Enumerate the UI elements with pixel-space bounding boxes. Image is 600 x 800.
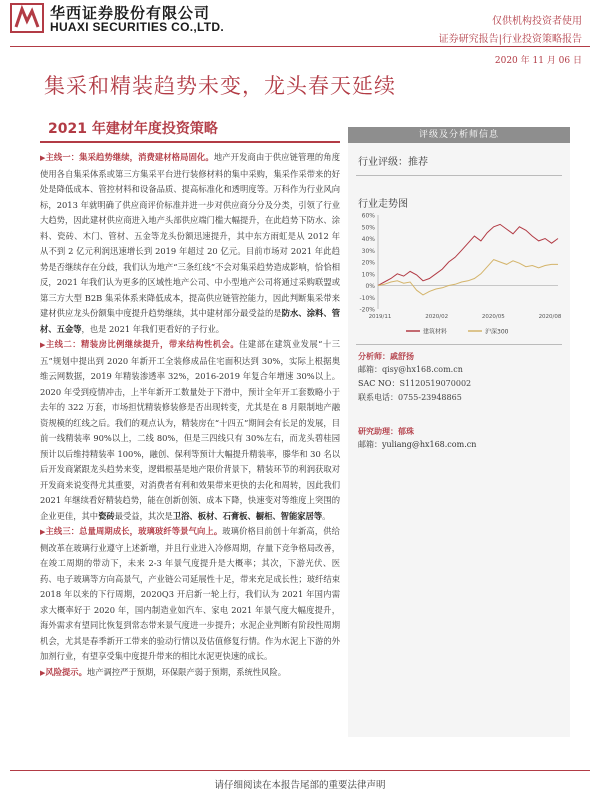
paragraph-main-line-1 bbox=[40, 150, 340, 337]
analyst-email-row bbox=[358, 363, 471, 377]
series-line-2 bbox=[378, 260, 558, 295]
risk-lead: 风险提示。 bbox=[45, 666, 87, 677]
x-tick-label: 2020/02 bbox=[425, 314, 449, 320]
main-title: 集采和精装趋势未变，龙头春天延续 bbox=[44, 74, 396, 98]
report-type: 证券研究报告|行业投资策略报告 bbox=[438, 34, 582, 45]
main-line-2-bold-2: 卫浴、板材、石膏板、橱柜、智能家居等 bbox=[172, 510, 323, 521]
main-line-3-text: 玻璃价格目前创十年新高，供给侧改革在玻璃行业遵守上述新增，并且行业进入冷修周期，存量下竞争格局改善，在竣工周期的带动下，未来 2-3 年景气度提升是大概率；其次，下游光伏、医药、电子玻璃等方向高景气，产业链公司延展性十足，带来充足成长性；玻纤结束 2018 年以来的下行周期，2020Q3 开启新一轮上行，我们认为 2021 年国内需求大概率好于 2020 年，国内制造业如汽车、家电 2021 年景气度大幅度提升，海外需求有望同比恢复到常态带来景气度进一步提升；水泥企业判断有阶段性周期机会，尤其是春季新开工带来的验动行情以及估值修复行情。作为水泥上下游的外加剂行业，有望享受集中度提升带来的相比水泥更快速的成长。 bbox=[40, 526, 340, 661]
analyst-sac-label: SAC NO： bbox=[358, 379, 400, 388]
sub-title-divider bbox=[40, 141, 340, 143]
main-line-2-text-end: 。 bbox=[322, 510, 331, 521]
analyst-phone: 0755-23948865 bbox=[398, 393, 462, 402]
analyst-sac: S1120519070002 bbox=[399, 379, 472, 388]
analyst-block bbox=[358, 349, 471, 405]
sidebar-divider bbox=[356, 175, 562, 176]
analyst-sac-row bbox=[358, 377, 471, 391]
main-line-2-text: 住建部在建筑业发展“十三五”规划中提出到 2020 年新开工全装修成品住宅面积达到 30%，实际上根据奥维云网数据，2019 年精装渗透率 32%，2016-2019 年复合年增速 30%以上。2020 年受到疫情冲击，上半年新开工数量处于下滑中，预计全年开工套数略小于去年的 322 万套，市场担忧精装修装修是否出现转变，尤其是在 8 月限制地产融资规模的红线之后。我们的观点认为，精装房在“十四五”期间会有长足的发展，目前一线精装率 90%以上，二线 80%，但是三四线只有 30%左右，而龙头碧桂园预计以后维持精装率 100%，融创、保利等预计大幅提升精装率，滕华和 30 名以后开发商紧跟龙头趋势来变，逻辑根基是地产限价背景下，精装环节的利润获取对开发商来说变得尤其重要，对消费者有利和效果带来更快的去化和周转，因此我们 2021 年继续看好精装趋势，能在创新创领、成本下降，快速变对等维度上突围的企业更佳，其中 bbox=[40, 339, 340, 521]
legend-label: 沪深300 bbox=[485, 328, 509, 336]
analyst-email[interactable]: qisy@hx168.com.cn bbox=[382, 365, 463, 374]
triangle-bullet-icon: ▶ bbox=[40, 154, 46, 162]
paragraph-risk bbox=[40, 665, 340, 682]
legal-notice: 请仔细阅读在本报告尾部的重要法律声明 bbox=[214, 780, 386, 791]
triangle-bullet-icon: ▶ bbox=[40, 528, 46, 536]
triangle-bullet-icon: ▶ bbox=[40, 341, 46, 349]
main-line-1-text-end: ，也是 2021 年我们更看好的子行业。 bbox=[81, 323, 225, 334]
main-line-1-lead: 主线一：集采趋势继续，消费建材格局固化。 bbox=[45, 152, 214, 162]
analyst-name: 分析师：戚舒扬 bbox=[358, 351, 414, 361]
main-line-1-text: 地产开发商由于供应链管理的角度使用各自集采体系或第三方集采平台进行装修材料的集中采购，集采作采带来的好处是降低成本、管控材料和设备品质、提高标准化和透明度等。万科作为行业风向标，2013 年就明确了供应商评价标准并进一步对供应商分分及分类，引领了行业大趋势，因此建材供应商进入地产头部供应端门槛大幅提升，在此趋势下防水、涂料、瓷砖、木门、管材、五金等龙头份额迅速提升，其中东方雨虹是从 2012 年从不到 2 亿元利润迅速增长到 2019 年超过 20 亿元。目前市场对 2021 年此趋势是否继续存在分歧，我们认为地产“三条红线”不会对集采趋势造成影响，恰恰相反，2021 年我们认为更多的区域性地产公司、中小型地产公司将通过采购联盟或第三方大型 B2B 集采体系来降低成本，提高供应链管控能力，因此判断集采带来建材供应龙头份额集中度提升趋势继续，其中建材部分最受益的是 bbox=[40, 152, 340, 318]
y-tick-label: 60% bbox=[361, 212, 375, 220]
analyst-email-label: 邮箱： bbox=[358, 365, 382, 374]
x-tick-label: 2020/05 bbox=[481, 314, 505, 320]
y-tick-label: 10% bbox=[361, 271, 375, 279]
main-line-3-lead: 主线三：总量周期成长，玻璃玻纤等景气向上。 bbox=[45, 526, 223, 536]
analyst-phone-row bbox=[358, 391, 471, 405]
risk-text: 地产调控严于预期，环保限产弱于预期，系统性风险。 bbox=[86, 666, 287, 677]
company-name-en: HUAXI SECURITIES CO.,LTD. bbox=[50, 20, 224, 34]
assistant-email-label: 邮箱： bbox=[358, 440, 382, 449]
analyst-phone-label: 联系电话： bbox=[358, 393, 398, 402]
x-tick-label: 2019/11 bbox=[368, 314, 392, 320]
y-tick-label: -10% bbox=[359, 294, 375, 302]
paragraph-main-line-3 bbox=[40, 524, 340, 665]
trend-chart-label: 行业走势图 bbox=[358, 199, 408, 210]
series-line-1 bbox=[378, 224, 558, 285]
footer-divider bbox=[10, 770, 590, 771]
paragraph-main-line-2 bbox=[40, 337, 340, 524]
y-tick-label: 0% bbox=[365, 283, 375, 290]
y-tick-label: 20% bbox=[361, 259, 375, 267]
sidebar bbox=[348, 127, 570, 737]
company-name-cn: 华西证券股份有限公司 bbox=[50, 4, 211, 22]
y-tick-label: 30% bbox=[361, 247, 375, 255]
header-divider bbox=[10, 46, 590, 47]
assistant-email[interactable]: yuliang@hx168.com.cn bbox=[382, 440, 477, 449]
y-tick-label: 50% bbox=[361, 224, 375, 232]
y-tick-label: -20% bbox=[359, 306, 375, 314]
report-date: 2020 年 11 月 06 日 bbox=[494, 56, 582, 66]
sidebar-header: 评级及分析师信息 bbox=[348, 127, 570, 143]
assistant-block bbox=[358, 424, 476, 452]
main-line-2-bold: 瓷砖 bbox=[98, 510, 115, 521]
main-line-2-text-mid: 最受益，其次是 bbox=[114, 510, 173, 521]
x-tick-label: 2020/08 bbox=[538, 314, 562, 320]
main-line-2-lead: 主线二：精装房比例继续提升，带来结构性机会。 bbox=[45, 339, 240, 349]
sub-title: 2021 年建材年度投资策略 bbox=[48, 121, 218, 137]
triangle-bullet-icon: ▶ bbox=[40, 668, 46, 677]
industry-trend-chart bbox=[348, 209, 570, 344]
audience-note: 仅供机构投资者使用 bbox=[492, 16, 582, 27]
sidebar-divider bbox=[356, 344, 562, 345]
industry-rating: 行业评级：推荐 bbox=[358, 157, 428, 168]
body-text bbox=[40, 150, 340, 681]
assistant-name: 研究助理：郁珠 bbox=[358, 426, 414, 436]
y-tick-label: 40% bbox=[361, 236, 375, 243]
huaxi-logo bbox=[10, 3, 44, 33]
main-line-1-bold: 防水、涂料、管材、五金等 bbox=[40, 308, 340, 334]
legend-label: 建筑材料 bbox=[423, 328, 448, 336]
assistant-email-row bbox=[358, 438, 476, 452]
